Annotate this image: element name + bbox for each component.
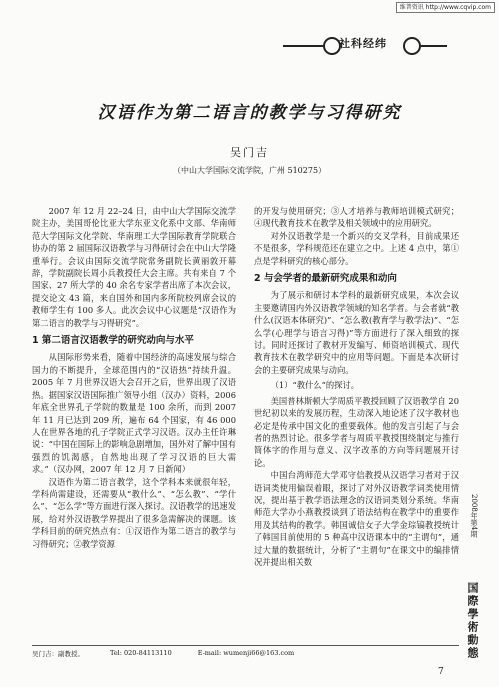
paragraph: 对外汉语教学是一个新兴的交叉学科，目前成果还不是很多，学科规范还在建立之中。上述 4 点中，第①点是学科研究的核心部分。 bbox=[254, 230, 459, 266]
article-title: 汉语作为第二语言的教学与习得研究 bbox=[97, 103, 402, 123]
footnote-author: 吴门吉：副教授。 bbox=[32, 650, 84, 658]
journal-name: 国際學術動態 bbox=[466, 582, 479, 660]
left-column bbox=[32, 205, 236, 550]
footnote bbox=[32, 649, 459, 658]
paragraph: 美国普林斯顿大学周质平教授回顾了汉语教学自 20 世纪初以来的发展历程，生动深入地论述了汉字教材也必定是传承中国文化的重要载体。他的发言引起了与会者的热烈讨论。很多学者与周质平教授围绕制定与推行简体字的作用与意义、汉字改革的方向等问题展开讨论。 bbox=[254, 395, 459, 468]
tag-rule-left bbox=[283, 45, 323, 47]
right-column bbox=[254, 205, 459, 568]
paragraph: 中国台湾师范大学邓守信教授从汉语学习者对于汉语词类使用偏误着眼，探讨了对外汉语教学词类使用情况，提出基于教学语法理念的汉语词类划分系统。华南师范大学办小燕教授谈到了语法结构在教学中的重要作用及其结构的教学。韩国诚信女子大学金琮镐教授统计了韩国目前使用的 5 种高中汉语课本中的“主谓句”，通过大量的数据统计，分析了“主谓句”在课文中的编排情况并提出相关数 bbox=[254, 470, 459, 567]
section-heading-2: 2 与会学者的最新研究成果和动向 bbox=[254, 273, 397, 285]
paragraph-continued: 的开发与使用研究；③人才培养与教师培训模式研究；④现代教育技术在教学及相关领域中的应用研究。 bbox=[254, 206, 459, 229]
issue-label: 2008年第4期 bbox=[470, 494, 478, 538]
page-number: 7 bbox=[438, 667, 444, 677]
article-author: 吴门吉 bbox=[230, 146, 269, 159]
column-tag-label: 社科经纬 bbox=[339, 37, 387, 50]
watermark-stamp: 维普资讯 http://www.cqvip.com bbox=[396, 2, 495, 13]
tag-rule-right bbox=[421, 45, 447, 47]
footnote-email: E-mail: wumenji66@163.com bbox=[197, 649, 295, 657]
footnote-rule bbox=[32, 645, 459, 646]
paragraph: 从国际形势来看，随着中国经济的高速发展与综合国力的不断提升，全球范围内的“汉语热”持续升温。2005 年 7 月世界汉语大会召开之后，世界出现了汉语热。据国家汉语国际推广领导小组（汉办）资料，2006 年底全世界孔子学院的数量是 100 余所，而到 2007 年 11 月已达到 209 所，遍布 64 个国家，有 46 000 人在世界各地的孔子学院正式学习汉语。汉办主任许琳说：“中国在国际上的影响急剧增加，国外对了解中国有强烈的饥渴感，自然地出现了学习汉语的巨大需求。”（汉办网，2007 年 12 月 7 日新闻） bbox=[32, 352, 236, 475]
section-heading-1: 1 第二语言汉语教学的研究动向与水平 bbox=[32, 335, 194, 347]
intro-paragraph: 2007 年 12 月 22–24 日，由中山大学国际交流学院主办，美国哥伦比亚大学东亚文化系中文部、华南师范大学国际文化学院、华南理工大学国际教育学院联合协办的第 2 届国际汉语教学与习得研讨会在中山大学隆重举行。会议由国际交流学院常务副院长黄丽敦开幕辞，学院副院长周小兵教授任大会主席。共有来自 7 个国家、27 所大学的 40 余名专家学者出席了本次会议，提交论文 43 篇，来自国外和国内多所院校列席会议的教师学生有 100 多人。此次会议中心议题是“汉语作为第二语言的教学与习得研究”。 bbox=[32, 206, 236, 328]
column-tag bbox=[283, 33, 447, 53]
author-affiliation: （中山大学国际交流学院，广州 510275） bbox=[172, 166, 327, 175]
subheading: （1）“教什么”的探讨。 bbox=[270, 380, 360, 391]
paragraph: 汉语作为第二语言教学，这个学科本来就很年轻，学科尚需建设，还需要从“教什么”、“怎么教”、“学什么”、“怎么学”等方面进行深入探讨。汉语教学的迅速发展，给对外汉语教学界提出了很多急需解决的课题。该学科目前的研究热点有：①汉语作为第二语言的教学与习得研究；②教学资源 bbox=[32, 476, 236, 549]
tag-ring-right bbox=[403, 37, 421, 55]
paragraph: 为了展示和研讨本学科的最新研究成果，本次会议主要邀请国内外汉语教学领域的知名学者。与会者就“教什么(汉语本体研究)”、“怎么教(教育学与教学法)”、“怎么学(心理学与语言习得)”等方面进行了深入细致的探讨。同时还探讨了教材开发编写、师资培训模式、现代教育技术在教学研究中的应用等问题。下面是本次研讨会的主要研究成果与动向。 bbox=[254, 290, 459, 375]
footnote-tel: Tel: 020-84113110 bbox=[110, 649, 172, 657]
